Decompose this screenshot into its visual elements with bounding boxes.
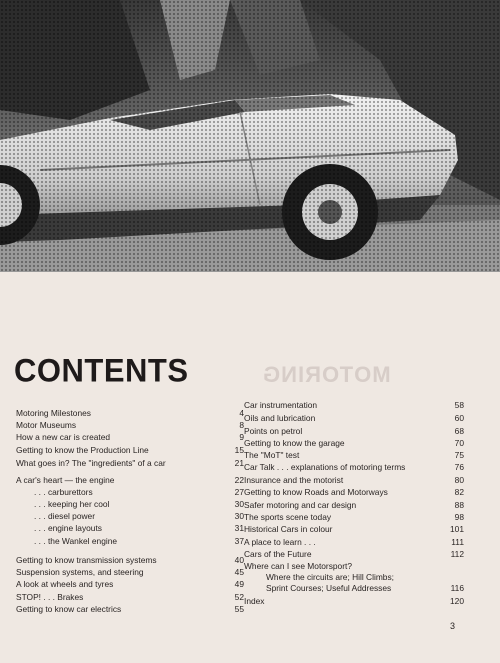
contents-entry-label: . . . engine layouts [34, 523, 102, 533]
contents-entry-page: 31 [234, 523, 244, 533]
contents-entry [16, 445, 244, 456]
contents-entry-label: A car's heart — the engine [16, 475, 115, 485]
contents-entry-label: What goes in? The "ingredients" of a car [16, 458, 166, 468]
contents-left-column [16, 0, 244, 663]
contents-entry-page: 120 [450, 596, 464, 606]
contents-entry-page: 58 [454, 400, 464, 410]
contents-entry-page: 40 [234, 555, 244, 565]
contents-entry-page: 80 [454, 475, 464, 485]
contents-entry-page: 98 [454, 512, 464, 522]
contents-entry [244, 538, 464, 548]
contents-entry-label: Getting to know the garage [244, 438, 345, 448]
contents-entry [16, 487, 244, 498]
contents-entry [244, 427, 464, 437]
contents-entry-page: 49 [234, 579, 244, 589]
contents-entry-label: Insurance and the motorist [244, 475, 344, 485]
page-number: 3 [450, 621, 456, 631]
contents-entry-page: 8 [239, 420, 244, 430]
contents-entry-label: Car instrumentation [244, 400, 318, 410]
contents-entry-label: Index [244, 596, 265, 606]
contents-entry-page: 111 [451, 537, 464, 547]
contents-entry-label: Suspension systems, and steering [16, 567, 144, 577]
contents-entry-label: Safer motoring and car design [244, 500, 357, 510]
contents-entry [16, 408, 244, 419]
contents-entry-page: 55 [234, 604, 244, 614]
contents-entry-page: 37 [234, 536, 244, 546]
contents-entry [16, 432, 244, 443]
contents-entry-label: The "MoT" test [244, 450, 300, 460]
contents-entry-page: 27 [234, 487, 244, 497]
contents-entry [244, 513, 464, 523]
contents-entry-label: Where the circuits are; Hill Climbs; [266, 572, 394, 582]
contents-entry-label: Oils and lubrication [244, 413, 316, 423]
contents-entry-page: 4 [239, 408, 244, 418]
contents-entry [244, 525, 464, 535]
contents-entry-label: Getting to know the Production Line [16, 445, 149, 455]
contents-entry-label: Historical Cars in colour [244, 524, 333, 534]
contents-entry-label: A look at wheels and tyres [16, 579, 114, 589]
contents-entry [16, 475, 244, 486]
contents-entry-page: 75 [454, 450, 464, 460]
contents-entry-label: STOP! . . . Brakes [16, 592, 84, 602]
contents-entry-label: A place to learn . . . [244, 537, 316, 547]
contents-entry-page: 82 [454, 487, 464, 497]
contents-entry-page: 52 [234, 592, 244, 602]
contents-entry-label: Getting to know Roads and Motorways [244, 487, 388, 497]
contents-entry [244, 597, 464, 607]
contents-entry [16, 499, 244, 510]
contents-entry-label: Getting to know transmission systems [16, 555, 157, 565]
contents-entry [244, 401, 464, 411]
contents-entry-page: 68 [454, 426, 464, 436]
contents-entry-page: 30 [234, 511, 244, 521]
contents-entry [244, 414, 464, 424]
contents-entry-label: The sports scene today [244, 512, 332, 522]
contents-entry [244, 463, 464, 473]
contents-entry [244, 562, 464, 572]
contents-entry-label: Getting to know car electrics [16, 604, 122, 614]
contents-entry [16, 523, 244, 534]
contents-entry [244, 501, 464, 511]
contents-entry-page: 22 [234, 475, 244, 485]
contents-entry [244, 488, 464, 498]
contents-entry-page: 9 [239, 432, 244, 442]
contents-right-column [244, 0, 464, 663]
contents-entry-label: Sprint Courses; Useful Addresses [266, 583, 392, 593]
contents-entry [16, 592, 244, 603]
contents-entry [244, 451, 464, 461]
contents-entry [244, 439, 464, 449]
contents-title: CONTENTS [14, 352, 189, 389]
contents-entry-label: . . . keeping her cool [34, 499, 110, 509]
contents-entry [16, 604, 244, 615]
contents-entry-page: 101 [450, 524, 464, 534]
contents-entry [244, 584, 464, 594]
contents-entry [16, 555, 244, 566]
bleed-through-text: MOTORING [262, 362, 391, 387]
contents-entry-label: . . . the Wankel engine [34, 536, 118, 546]
contents-entry-page: 76 [454, 462, 464, 472]
contents-entry-page: 21 [234, 458, 244, 468]
contents-entry-label: Motor Museums [16, 420, 77, 430]
contents-entry-page: 88 [454, 500, 464, 510]
contents-entry-page: 45 [234, 567, 244, 577]
contents-entry-label: How a new car is created [16, 432, 111, 442]
contents-entry [16, 511, 244, 522]
contents-entry-label: . . . carburettors [34, 487, 93, 497]
contents-entry [16, 579, 244, 590]
contents-entry [16, 536, 244, 547]
contents-entry-label: . . . diesel power [34, 511, 95, 521]
contents-entry-label: Motoring Milestones [16, 408, 91, 418]
contents-entry-label: Where can I see Motorsport? [244, 561, 352, 571]
contents-entry [244, 573, 464, 583]
contents-entry [16, 420, 244, 431]
contents-entry-page: 70 [454, 438, 464, 448]
contents-entry-page: 112 [450, 549, 464, 559]
contents-entry [244, 550, 464, 560]
contents-entry [16, 458, 244, 469]
contents-entry [16, 567, 244, 578]
contents-entry-page: 60 [454, 413, 464, 423]
contents-entry-page: 116 [450, 583, 464, 593]
contents-entry-label: Cars of the Future [244, 549, 312, 559]
contents-entry-label: Points on petrol [244, 426, 303, 436]
contents-entry-page: 30 [234, 499, 244, 509]
contents-entry-label: Car Talk . . . explanations of motoring terms [244, 462, 406, 472]
contents-entry [244, 476, 464, 486]
contents-entry-page: 15 [234, 445, 244, 455]
